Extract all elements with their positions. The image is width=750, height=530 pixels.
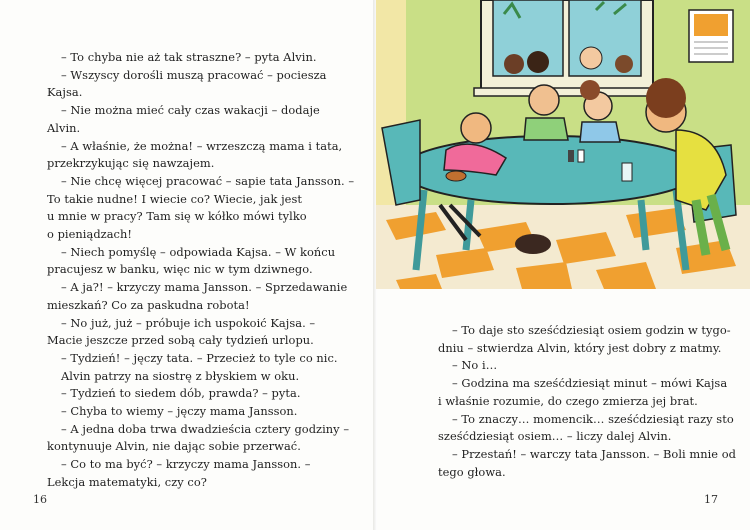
left-page-line-25: Lekcja matematyki, czy co? <box>47 474 207 489</box>
left-page-line-12: – Niech pomyślę – odpowiada Kajsa. – W końcu <box>61 244 336 259</box>
kitchen-table-illustration <box>376 0 750 289</box>
left-page-line-20: – Tydzień to siedem dób, prawda? – pyta. <box>61 386 301 401</box>
left-page-line-3: Kajsa. <box>47 85 83 100</box>
glass <box>622 163 632 181</box>
left-page-line-6: – A właśnie, że można! – wrzeszczą mama i tata, <box>61 138 343 153</box>
right-page-line-7: sześćdziesiąt osiem… – liczy dalej Alvin. <box>438 429 672 444</box>
left-page-line-17: Macie jeszcze przed sobą cały tydzień urlopu. <box>47 333 314 348</box>
left-page-line-7: przekrzykując się nawzajem. <box>47 156 215 171</box>
right-page-line-3: – No i… <box>452 358 498 373</box>
salt-shaker <box>578 150 584 162</box>
left-page-line-24: – Co to ma być? – krzyczy mama Jansson. – <box>61 457 311 472</box>
left-page-line-16: – No już, już – próbuje ich uspokoić Kajsa. – <box>61 315 316 330</box>
left-page-line-10: u mnie w pracy? Tam się w kółko mówi tylko <box>47 209 307 224</box>
left-page-line-11: o pieniądzach! <box>47 227 133 242</box>
peeking-face-2 <box>527 51 549 73</box>
left-page-line-1: – To chyba nie aż tak straszne? – pyta Alvin. <box>61 50 317 64</box>
left-page-line-2: – Wszyscy dorośli muszą pracować – pociesza <box>61 67 327 82</box>
right-page-line-8: – Przestań! – warczy tata Jansson. – Boli mnie od <box>452 446 737 461</box>
peeking-face-3 <box>580 47 602 69</box>
left-page-line-15: mieszkań? Co za paskudna robota! <box>47 297 250 312</box>
left-page-line-8: – Nie chcę więcej pracować – sapie tata Jansson. – <box>61 173 355 188</box>
bread-roll <box>446 171 466 181</box>
right-page-line-9: tego głowa. <box>438 464 506 479</box>
left-page-line-18: – Tydzień! – jęczy tata. – Przecież to tyle co nic. <box>61 350 338 365</box>
left-page-line-19: Alvin patrzy na siostrę z błyskiem w oku. <box>61 368 300 383</box>
cat-under-table <box>515 234 551 254</box>
left-page-line-21: – Chyba to wiemy – jęczy mama Jansson. <box>61 404 298 419</box>
right-page-line-2: dniu – stwierdza Alvin, który jest dobry z matmy. <box>438 340 722 355</box>
left-page-line-5: Alvin. <box>47 120 81 135</box>
peeking-face-4 <box>615 55 633 73</box>
left-page-line-4: – Nie można mieć cały czas wakacji – dodaje <box>61 103 320 118</box>
right-page-line-6: – To znaczy… momencik… sześćdziesiąt razy sto <box>452 411 734 426</box>
calendar-cat-picture <box>694 14 728 36</box>
left-page-text <box>47 49 355 492</box>
illustration-svg <box>376 0 750 289</box>
left-page-line-14: – A ja?! – krzyczy mama Jansson. – Sprzedawanie <box>61 280 348 295</box>
page-number-right: 17 <box>704 493 718 506</box>
left-page-line-9: To takie nudne! I wiecie co? Wiecie, jak jest <box>47 191 302 206</box>
right-page-text <box>438 322 737 481</box>
page-number-left: 16 <box>33 493 47 506</box>
right-page-line-1: – To daje sto sześćdziesiąt osiem godzin w tygo- <box>452 323 731 337</box>
right-page-line-5: i właśnie rozumie, do czego zmierza jej brat. <box>438 393 698 408</box>
pepper-shaker <box>568 150 574 162</box>
left-page-line-23: kontynuuje Alvin, nie dając sobie przerwać. <box>47 439 301 454</box>
window-sill <box>474 88 660 96</box>
peeking-face-1 <box>504 54 524 74</box>
right-page-line-4: – Godzina ma sześćdziesiąt minut – mówi Kajsa <box>452 376 728 391</box>
left-page-line-22: – A jedna doba trwa dwadzieścia cztery godziny – <box>61 421 350 436</box>
left-page-line-13: pracujesz w banku, więc nic w tym dziwnego. <box>47 262 313 277</box>
